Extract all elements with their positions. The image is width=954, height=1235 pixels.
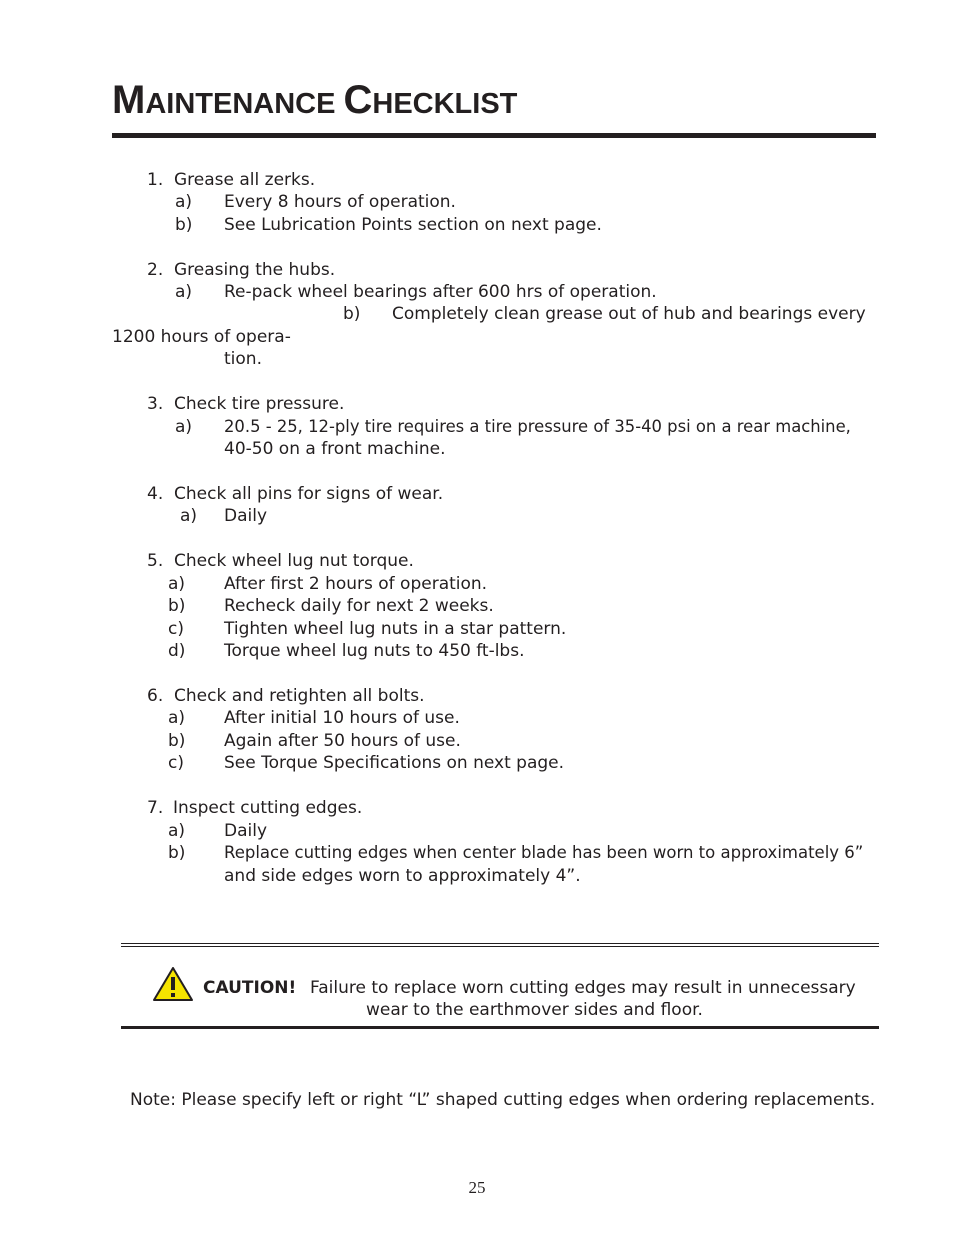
title-divider	[112, 133, 876, 138]
sub-item-text: Tighten wheel lug nuts in a star pattern.	[224, 619, 567, 639]
sub-item-text-line2: and side edges worn to approximately 4”.	[224, 866, 581, 886]
caution-top-rule	[121, 943, 879, 947]
item-number: 1.	[147, 170, 164, 190]
item-heading: Inspect cutting edges.	[173, 798, 363, 818]
sub-item-text: See Torque Specifications on next page.	[224, 753, 565, 773]
caution-label: CAUTION!	[203, 978, 297, 998]
item-heading: Grease all zerks.	[174, 170, 316, 190]
sub-item-text: Daily	[224, 506, 268, 526]
sub-item-text: Replace cutting edges when center blade has been worn to approximately 6”	[224, 843, 864, 862]
note-text: Note: Please specify left or right “L” shaped cutting edges when ordering replacements.	[130, 1090, 876, 1110]
sub-item-text: Recheck daily for next 2 weeks.	[224, 596, 494, 616]
sub-item-letter: a)	[175, 192, 193, 212]
sub-item-letter: a)	[180, 506, 198, 526]
sub-item-letter: b)	[168, 731, 186, 751]
sub-item-text: 20.5 - 25, 12-ply tire requires a tire pressure of 35-40 psi on a rear machine,	[224, 417, 851, 436]
item-number: 5.	[147, 551, 164, 571]
item-number: 6.	[147, 686, 164, 706]
sub-item-letter: b)	[343, 304, 361, 324]
sub-item-letter: a)	[168, 574, 186, 594]
sub-item-text-line3: tion.	[224, 349, 262, 369]
title-initial-m: M	[112, 78, 146, 122]
title-rest-maintenance: AINTENANCE	[145, 88, 344, 120]
title-initial-c: C	[343, 78, 373, 122]
sub-item-text: Completely clean grease out of hub and bearings every	[392, 304, 866, 324]
page-number: 25	[468, 1178, 486, 1197]
sub-item-text-line2: 1200 hours of opera-	[112, 327, 291, 347]
sub-item-letter: a)	[168, 708, 186, 728]
sub-item-letter: c)	[168, 753, 184, 773]
caution-bottom-rule	[121, 1026, 879, 1029]
sub-item-letter: a)	[175, 282, 193, 302]
item-heading: Check wheel lug nut torque.	[174, 551, 414, 571]
sub-item-text: After initial 10 hours of use.	[224, 708, 460, 728]
item-number: 7.	[147, 798, 164, 818]
sub-item-text: Daily	[224, 821, 268, 841]
item-number: 4.	[147, 484, 164, 504]
item-heading: Check all pins for signs of wear.	[174, 484, 444, 504]
caution-text-line1: Failure to replace worn cutting edges may result in unnecessary	[310, 978, 856, 998]
sub-item-letter: b)	[168, 843, 186, 863]
item-number: 2.	[147, 260, 164, 280]
sub-item-letter: b)	[175, 215, 193, 235]
warning-triangle-icon	[152, 966, 194, 1002]
sub-item-text: Every 8 hours of operation.	[224, 192, 456, 212]
sub-item-text: See Lubrication Points section on next page.	[224, 215, 602, 235]
sub-item-text: Torque wheel lug nuts to 450 ft-lbs.	[224, 641, 525, 661]
sub-item-letter: a)	[168, 821, 186, 841]
sub-item-text: Re-pack wheel bearings after 600 hrs of operation.	[224, 282, 657, 302]
title-rest-checklist: HECKLIST	[372, 88, 518, 120]
sub-item-letter: c)	[168, 619, 184, 639]
sub-item-letter: d)	[168, 641, 186, 661]
sub-item-text: Again after 50 hours of use.	[224, 731, 461, 751]
caution-text-line2: wear to the earthmover sides and floor.	[366, 1000, 703, 1020]
sub-item-text: After first 2 hours of operation.	[224, 574, 488, 594]
sub-item-text-line2: 40-50 on a front machine.	[224, 439, 446, 459]
item-number: 3.	[147, 394, 164, 414]
page-title	[112, 80, 517, 120]
item-heading: Check and retighten all bolts.	[174, 686, 425, 706]
sub-item-letter: a)	[175, 417, 193, 437]
item-heading: Greasing the hubs.	[174, 260, 336, 280]
item-heading: Check tire pressure.	[174, 394, 345, 414]
sub-item-letter: b)	[168, 596, 186, 616]
